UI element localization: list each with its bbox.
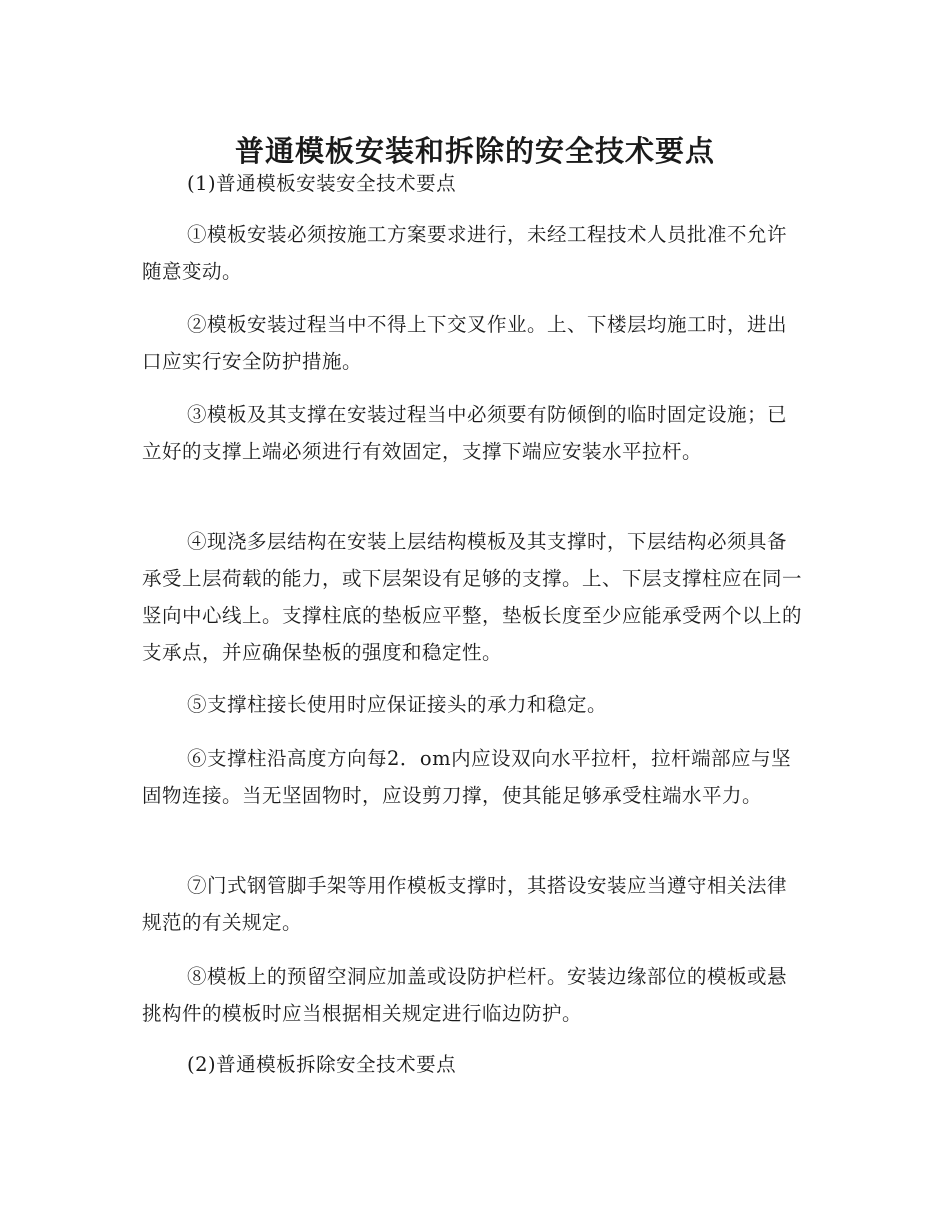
paragraph-item-5: ⑤支撑柱接长使用时应保证接头的承力和稳定。	[187, 693, 608, 716]
paragraph-item-3: ③模板及其支撑在安装过程当中必须要有防倾倒的临时固定设施；已立好的支撑上端必须进行有效固定，支撑下端应安装水平拉杆。	[142, 403, 788, 463]
paragraph-item-8: ⑧模板上的预留空洞应加盖或设防护栏杆。安装边缘部位的模板或悬挑构件的模板时应当根据相关规定进行临边防护。	[142, 965, 788, 1025]
paragraph-item-6: ⑥支撑柱沿高度方向每2．om内应设双向水平拉杆，拉杆端部应与坚固物连接。当无坚固物时，应设剪刀撑，使其能足够承受柱端水平力。	[142, 747, 792, 807]
paragraph-item-7: ⑦门式钢管脚手架等用作模板支撑时，其搭设安装应当遵守相关法律规范的有关规定。	[142, 874, 788, 934]
section-heading-installation: (1)普通模板安装安全技术要点	[187, 172, 457, 195]
document-title: 普通模板安装和拆除的安全技术要点	[234, 134, 715, 169]
paragraph-item-4: ④现浇多层结构在安装上层结构模板及其支撑时，下层结构必须具备承受上层荷载的能力，或下层架设有足够的支撑。上、下层支撑柱应在同一竖向中心线上。支撑柱底的垫板应平整，垫板长度至少应能承受两个以上的支承点，并应确保垫板的强度和稳定性。	[142, 530, 803, 664]
paragraph-item-2: ②模板安装过程当中不得上下交叉作业。上、下楼层均施工时，进出口应实行安全防护措施。	[142, 313, 788, 373]
paragraph-item-1: ①模板安装必须按施工方案要求进行，未经工程技术人员批准不允许随意变动。	[142, 223, 788, 283]
section-heading-removal: (2)普通模板拆除安全技术要点	[187, 1053, 457, 1076]
